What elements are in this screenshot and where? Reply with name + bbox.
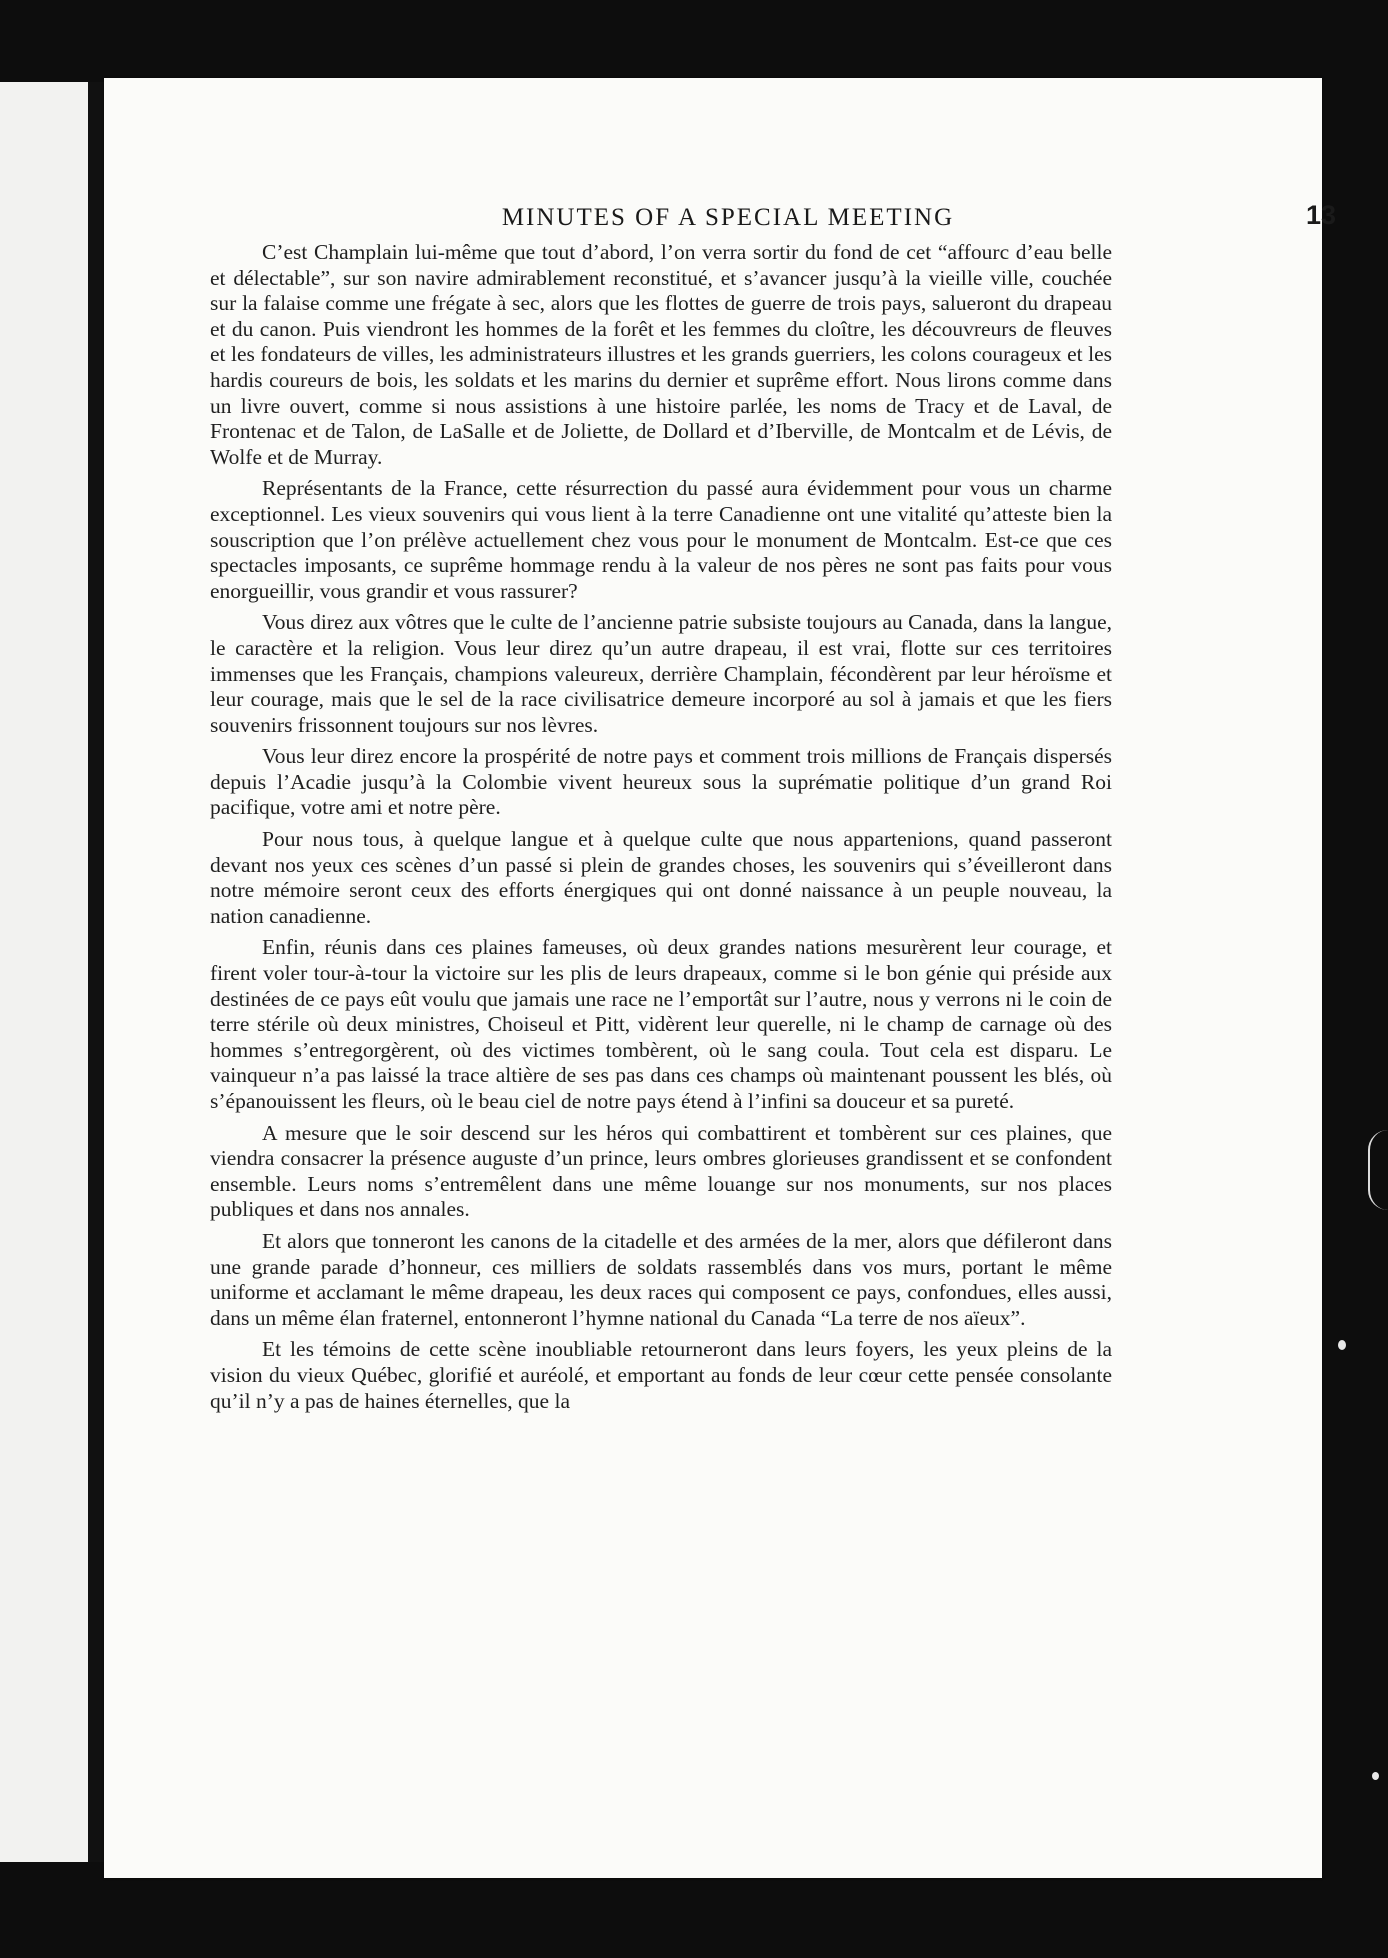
paragraph: Vous direz aux vôtres que le culte de l’ancienne patrie subsiste toujours au Canada, dans la langue, le caractère et la religion. Vous leur direz qu’un autre drapeau, il est vrai, flotte sur ces territoires immenses que les Français, champions valeureux, derrière Champlain, fécondèrent par leur héroïsme et leur courage, mais que le sel de la race civilisatrice demeure incorporé au sol à jamais et que les fiers souvenirs frissonnent toujours sur nos lèvres.	[210, 610, 1112, 737]
body-text	[210, 240, 1112, 1420]
paragraph: A mesure que le soir descend sur les héros qui combattirent et tombèrent sur ces plaines, que viendra consacrer la présence auguste d’un prince, leurs ombres glorieuses grandissent et se confondent ensemble. Leurs noms s’entremêlent dans une même louange sur nos monuments, sur nos places publiques et dans nos annales.	[210, 1120, 1112, 1222]
paragraph: Représentants de la France, cette résurrection du passé aura évidemment pour vous un charme exceptionnel. Les vieux souvenirs qui vous lient à la terre Canadienne ont une vitalité qu’atteste bien la souscription que l’on prélève actuellement chez vous pour le monument de Montcalm. Est-ce que ces spectacles imposants, ce suprême hommage rendu à la valeur de nos pères ne sont pas faits pour vous enorgueillir, vous grandir et vous rassurer?	[210, 476, 1112, 603]
book-binding-edge	[88, 82, 104, 1862]
paragraph: Vous leur direz encore la prospérité de notre pays et comment trois millions de Français dispersés depuis l’Acadie jusqu’à la Colombie vivent heureux sous la suprématie politique d’un grand Roi pacifique, votre ami et notre père.	[210, 744, 1112, 820]
paragraph: Pour nous tous, à quelque langue et à quelque culte que nous appartenions, quand passeront devant nos yeux ces scènes d’un passé si plein de grandes choses, les souvenirs qui s’éveilleront dans notre mémoire seront ceux des efforts énergiques qui ont donné naissance à un peuple nouveau, la nation canadienne.	[210, 827, 1112, 928]
paragraph: Et les témoins de cette scène inoubliable retourneront dans leurs foyers, les yeux pleins de la vision du vieux Québec, glorifié et auréolé, et emportant au fonds de leur cœur cette pensée consolante qu’il n’y a pas de haines éternelles, que la	[210, 1337, 1112, 1413]
scan-artifact	[1368, 1130, 1388, 1210]
page-header	[120, 200, 1336, 232]
scan-speck	[1372, 1772, 1379, 1780]
previous-page-edge	[0, 82, 88, 1862]
paragraph: Enfin, réunis dans ces plaines fameuses, où deux grandes nations mesurèrent leur courage, et firent voler tour-à-tour la victoire sur les plis de leurs drapeaux, comme si le bon génie qui préside aux destinées de ce pays eût voulu que jamais une race ne l’emportât sur l’autre, nous y verrons ni le coin de terre stérile où deux ministres, Choiseul et Pitt, vidèrent leur querelle, ni le champ de carnage où des hommes s’entregorgèrent, où des victimes tombèrent, où le sang coula. Tout cela est disparu. Le vainqueur n’a pas laissé la trace altière de ses pas dans ces champs où maintenant poussent les blés, où s’épanouissent les fleurs, où le beau ciel de notre pays étend à l’infini sa douceur et sa pureté.	[210, 935, 1112, 1113]
scan-speck	[1338, 1340, 1346, 1350]
running-title: MINUTES OF A SPECIAL MEETING	[501, 204, 955, 231]
paragraph: C’est Champlain lui-même que tout d’abord, l’on verra sortir du fond de cet “affourc d’eau belle et délectable”, sur son navire admirablement reconstitué, et s’avancer jusqu’à la vieille ville, couchée sur la falaise comme une frégate à sec, alors que les flottes de guerre de trois pays, salueront du drapeau et du canon. Puis viendront les hommes de la forêt et les femmes du cloître, les découvreurs de fleuves et les fondateurs de villes, les administrateurs illustres et les grands guerriers, les colons courageux et les hardis coureurs de bois, les soldats et les marins du dernier et suprême effort. Nous lirons comme dans un livre ouvert, comme si nous assistions à une histoire parlée, les noms de Tracy et de Laval, de Frontenac et de Talon, de LaSalle et de Joliette, de Dollard et d’Iberville, de Montcalm et de Lévis, de Wolfe et de Murray.	[210, 240, 1112, 469]
page-number: 13	[1305, 200, 1336, 230]
paragraph: Et alors que tonneront les canons de la citadelle et des armées de la mer, alors que défileront dans une grande parade d’honneur, ces milliers de soldats rassemblés dans vos murs, portant le même uniforme et acclamant le même drapeau, les deux races qui composent ce pays, confondues, elles aussi, dans un même élan fraternel, entonneront l’hymne national du Canada “La terre de nos aïeux”.	[210, 1228, 1112, 1330]
